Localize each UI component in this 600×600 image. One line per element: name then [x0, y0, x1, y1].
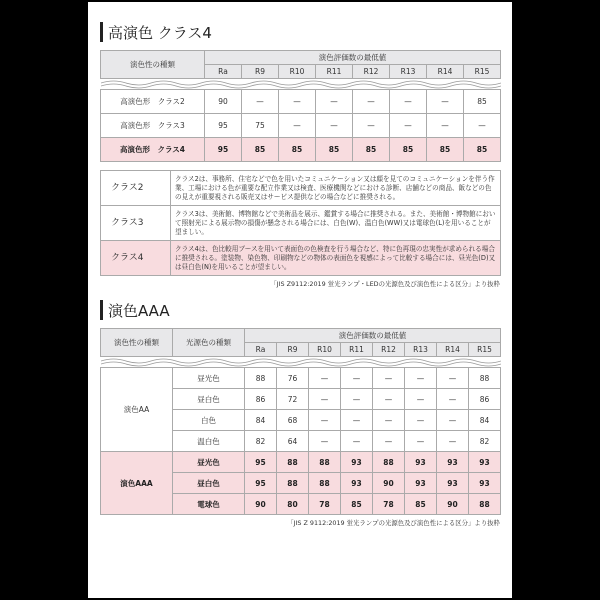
value-cell: —: [373, 410, 405, 431]
light-color-label: 白色: [173, 410, 245, 431]
value-cell: —: [405, 431, 437, 452]
table-row: [101, 90, 501, 114]
column-header: R13: [405, 343, 437, 357]
value-cell: 95: [245, 452, 277, 473]
column-header: R15: [469, 343, 501, 357]
wave-row: [101, 79, 501, 90]
column-header: R10: [309, 343, 341, 357]
section2-source: 「JIS Z 9112:2019 蛍光ランプの光源色及び演色性による区分」より抜粋: [287, 519, 500, 527]
value-cell: 75: [242, 114, 279, 138]
value-cell: —: [437, 368, 469, 389]
value-cell: 93: [469, 452, 501, 473]
value-cell: 93: [437, 452, 469, 473]
group-label: 演色AAA: [101, 452, 173, 515]
value-cell: 88: [469, 494, 501, 515]
row-label: 高演色形 クラス2: [101, 90, 205, 114]
value-cell: 88: [277, 473, 309, 494]
value-cell: 93: [341, 473, 373, 494]
table-row: [101, 138, 501, 162]
value-cell: 72: [277, 389, 309, 410]
value-cell: 88: [373, 452, 405, 473]
value-cell: 85: [405, 494, 437, 515]
value-cell: —: [437, 389, 469, 410]
light-color-label: 昼白色: [173, 389, 245, 410]
light-color-label: 昼光色: [173, 368, 245, 389]
column-header: R9: [242, 65, 279, 79]
light-color-label: 昼白色: [173, 473, 245, 494]
value-cell: —: [390, 90, 427, 114]
value-cell: —: [427, 90, 464, 114]
value-cell: 88: [245, 368, 277, 389]
value-cell: —: [405, 410, 437, 431]
description-row: [101, 241, 501, 276]
header-color: 光源色の種類: [173, 329, 245, 357]
value-cell: —: [405, 368, 437, 389]
value-cell: 90: [437, 494, 469, 515]
class-description-table: [100, 170, 501, 276]
description-row: [101, 171, 501, 206]
description-label: クラス2: [101, 171, 171, 206]
value-cell: 82: [469, 431, 501, 452]
value-cell: 86: [245, 389, 277, 410]
value-cell: 90: [245, 494, 277, 515]
value-cell: —: [309, 431, 341, 452]
description-text: クラス3は、美術館、博物館などで美術品を展示、鑑賞する場合に推奨される。また、美術館・博物館において照射光による展示物の損傷が懸念される場合には、白色(W)、温白色(WW)又は電球色(L)を用いることが望ましい。: [171, 206, 501, 241]
column-header: R10: [279, 65, 316, 79]
description-text: クラス4は、色比較用ブースを用いて表面色の色検査を行う場合など、特に色再現の忠実性が求められる場合に推奨される。塗装物、染色物、印刷物などの物体の表面色を視感によって比較する場合には、昼光色(D)又は昼白色(N)を用いることが望ましい。: [171, 241, 501, 276]
value-cell: 88: [309, 452, 341, 473]
value-cell: 86: [469, 389, 501, 410]
value-cell: 84: [469, 410, 501, 431]
value-cell: 93: [469, 473, 501, 494]
value-cell: —: [341, 431, 373, 452]
value-cell: —: [353, 90, 390, 114]
value-cell: 85: [427, 138, 464, 162]
column-header: Ra: [245, 343, 277, 357]
header-min: 演色評価数の最低値: [245, 329, 501, 343]
value-cell: 93: [437, 473, 469, 494]
value-cell: 80: [277, 494, 309, 515]
section2-heading: [100, 298, 500, 322]
value-cell: —: [309, 410, 341, 431]
value-cell: —: [373, 368, 405, 389]
value-cell: 85: [390, 138, 427, 162]
value-cell: —: [427, 114, 464, 138]
value-cell: 85: [279, 138, 316, 162]
column-header: R13: [390, 65, 427, 79]
column-header: R15: [464, 65, 501, 79]
value-cell: —: [316, 90, 353, 114]
wave-row: [101, 357, 501, 368]
value-cell: 93: [341, 452, 373, 473]
value-cell: 85: [464, 90, 501, 114]
aaa-table: [100, 328, 501, 515]
value-cell: —: [309, 389, 341, 410]
value-cell: 78: [373, 494, 405, 515]
value-cell: —: [341, 389, 373, 410]
wave-break-icon: [101, 357, 501, 367]
header-type: 演色性の種類: [101, 51, 205, 79]
value-cell: 88: [469, 368, 501, 389]
table-row: [101, 452, 501, 473]
column-header: R11: [316, 65, 353, 79]
heading-bar: [100, 300, 103, 320]
column-header: R11: [341, 343, 373, 357]
column-header: R14: [427, 65, 464, 79]
value-cell: —: [373, 389, 405, 410]
value-cell: 95: [205, 114, 242, 138]
table-row: [101, 114, 501, 138]
header-min: 演色評価数の最低値: [205, 51, 501, 65]
value-cell: 68: [277, 410, 309, 431]
value-cell: —: [316, 114, 353, 138]
value-cell: 64: [277, 431, 309, 452]
value-cell: 85: [341, 494, 373, 515]
value-cell: 78: [309, 494, 341, 515]
row-label: 高演色形 クラス3: [101, 114, 205, 138]
heading-bar: [100, 22, 103, 42]
value-cell: 76: [277, 368, 309, 389]
value-cell: —: [405, 389, 437, 410]
value-cell: 95: [205, 138, 242, 162]
value-cell: 82: [245, 431, 277, 452]
value-cell: —: [353, 114, 390, 138]
description-label: クラス4: [101, 241, 171, 276]
document-page: [88, 2, 512, 598]
header-type: 演色性の種類: [101, 329, 173, 357]
value-cell: —: [279, 114, 316, 138]
column-header: R12: [353, 65, 390, 79]
value-cell: 93: [405, 473, 437, 494]
table-row: [101, 368, 501, 389]
column-header: R12: [373, 343, 405, 357]
value-cell: —: [341, 410, 373, 431]
value-cell: —: [437, 431, 469, 452]
description-row: [101, 206, 501, 241]
value-cell: —: [464, 114, 501, 138]
column-header: Ra: [205, 65, 242, 79]
value-cell: —: [279, 90, 316, 114]
light-color-label: 昼光色: [173, 452, 245, 473]
light-color-label: 温白色: [173, 431, 245, 452]
description-label: クラス3: [101, 206, 171, 241]
value-cell: —: [242, 90, 279, 114]
column-header: R9: [277, 343, 309, 357]
description-text: クラス2は、事務所、住宅などで色を用いたコミュニケーション又は顔を見てのコミュニケーションを伴う作業、工場における色が重要な配立作業又は検査、医療機関などにおける診断、店舗などの商品、飯などの色の見えが重要視される販売又はサービス提供などの場合などに推奨される。: [171, 171, 501, 206]
value-cell: 93: [405, 452, 437, 473]
row-label: 高演色形 クラス4: [101, 138, 205, 162]
value-cell: 85: [316, 138, 353, 162]
group-label: 演色AA: [101, 368, 173, 452]
value-cell: 85: [242, 138, 279, 162]
value-cell: —: [437, 410, 469, 431]
value-cell: 95: [245, 473, 277, 494]
value-cell: —: [309, 368, 341, 389]
section1-heading: [100, 20, 500, 44]
value-cell: 88: [309, 473, 341, 494]
value-cell: 90: [205, 90, 242, 114]
value-cell: —: [341, 368, 373, 389]
value-cell: 84: [245, 410, 277, 431]
wave-break-icon: [101, 79, 501, 89]
value-cell: 88: [277, 452, 309, 473]
section1-source: 「JIS Z9112:2019 蛍光ランプ・LEDの光源色及び演色性による区分」より抜粋: [270, 280, 500, 288]
value-cell: —: [390, 114, 427, 138]
column-header: R14: [437, 343, 469, 357]
class-table: [100, 50, 501, 162]
light-color-label: 電球色: [173, 494, 245, 515]
value-cell: 90: [373, 473, 405, 494]
value-cell: 85: [353, 138, 390, 162]
section1-title: 高演色 クラス4: [108, 23, 212, 42]
value-cell: 85: [464, 138, 501, 162]
value-cell: —: [373, 431, 405, 452]
section2-title: 演色AAA: [108, 301, 170, 320]
